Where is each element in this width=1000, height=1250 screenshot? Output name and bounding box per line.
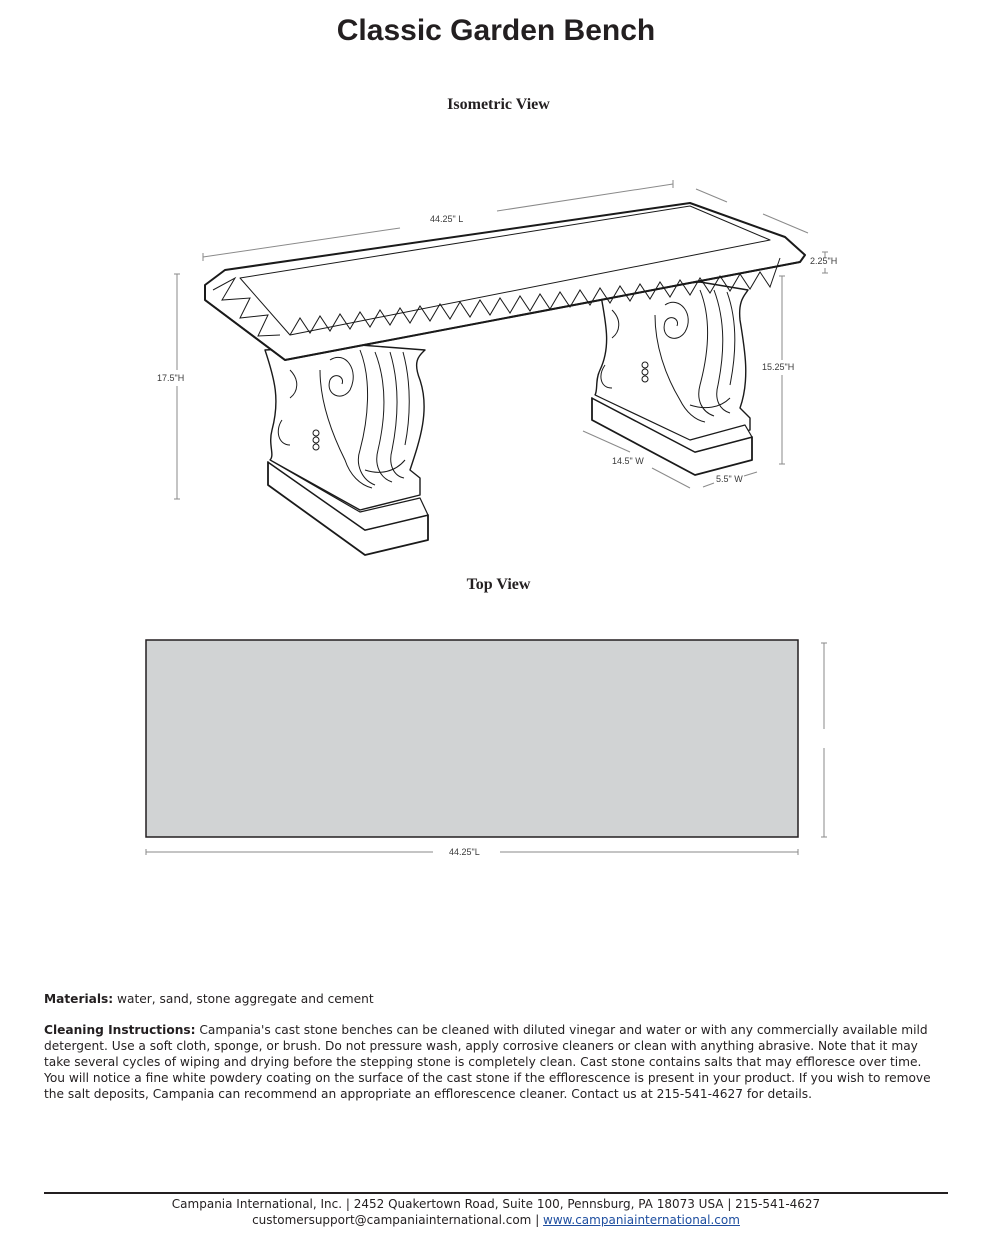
pedestal-width-label: 14.5" W	[612, 456, 644, 466]
materials-label: Materials:	[44, 992, 114, 1006]
pedestal-depth-label: 5.5" W	[716, 474, 743, 484]
isometric-view-heading: Isometric View	[447, 96, 550, 113]
isometric-bench-drawing	[0, 0, 1000, 570]
top-view-dimension-lines	[146, 643, 827, 855]
footer-separator: |	[531, 1213, 544, 1227]
length-dimension-label: 44.25" L	[430, 214, 464, 224]
document-title: Classic Garden Bench	[336, 14, 656, 47]
top-view-seat-rect	[146, 640, 798, 837]
footer-contact	[0, 1213, 992, 1227]
footer-email: customersupport@campaniainternational.com	[252, 1213, 532, 1227]
seat-thickness-label: 2.25"H	[810, 256, 838, 266]
cleaning-instructions-paragraph	[44, 1022, 944, 1102]
top-view-heading: Top View	[466, 576, 531, 593]
footer-divider	[44, 1192, 948, 1194]
footer-website-link[interactable]: www.campaniainternational.com	[543, 1213, 740, 1227]
top-view-length-label: 44.25"L	[449, 847, 480, 857]
cleaning-label: Cleaning Instructions:	[44, 1023, 196, 1037]
footer-address: Campania International, Inc. | 2452 Quakertown Road, Suite 100, Pennsburg, PA 18073 USA | 215-541-4627	[171, 1197, 821, 1211]
pedestal-height-label: 15.25"H	[762, 362, 795, 372]
materials-text: water, sand, stone aggregate and cement	[113, 992, 374, 1006]
overall-height-label: 17.5"H	[157, 373, 185, 383]
bench-outline	[205, 203, 805, 555]
materials-paragraph	[44, 991, 944, 1007]
cleaning-text: Campania's cast stone benches can be cleaned with diluted vinegar and water or with any commercially available mild detergent. Use a soft cloth, sponge, or brush. Do not pressure wash, apply corrosive cleaners or clean with anything abrasive. Note that it may take several cycles of wiping and drying before the stepping stone is completely clean. Cast stone contains salts that may effloresce over time. You will notice a fine white powdery coating on the surface of the cast stone if the efflorescence is present in your product. If you wish to remove the salt deposits, Campania can recommend an appropriate an efflorescence cleaner. Contact us at 215-541-4627 for details.	[44, 1023, 931, 1101]
